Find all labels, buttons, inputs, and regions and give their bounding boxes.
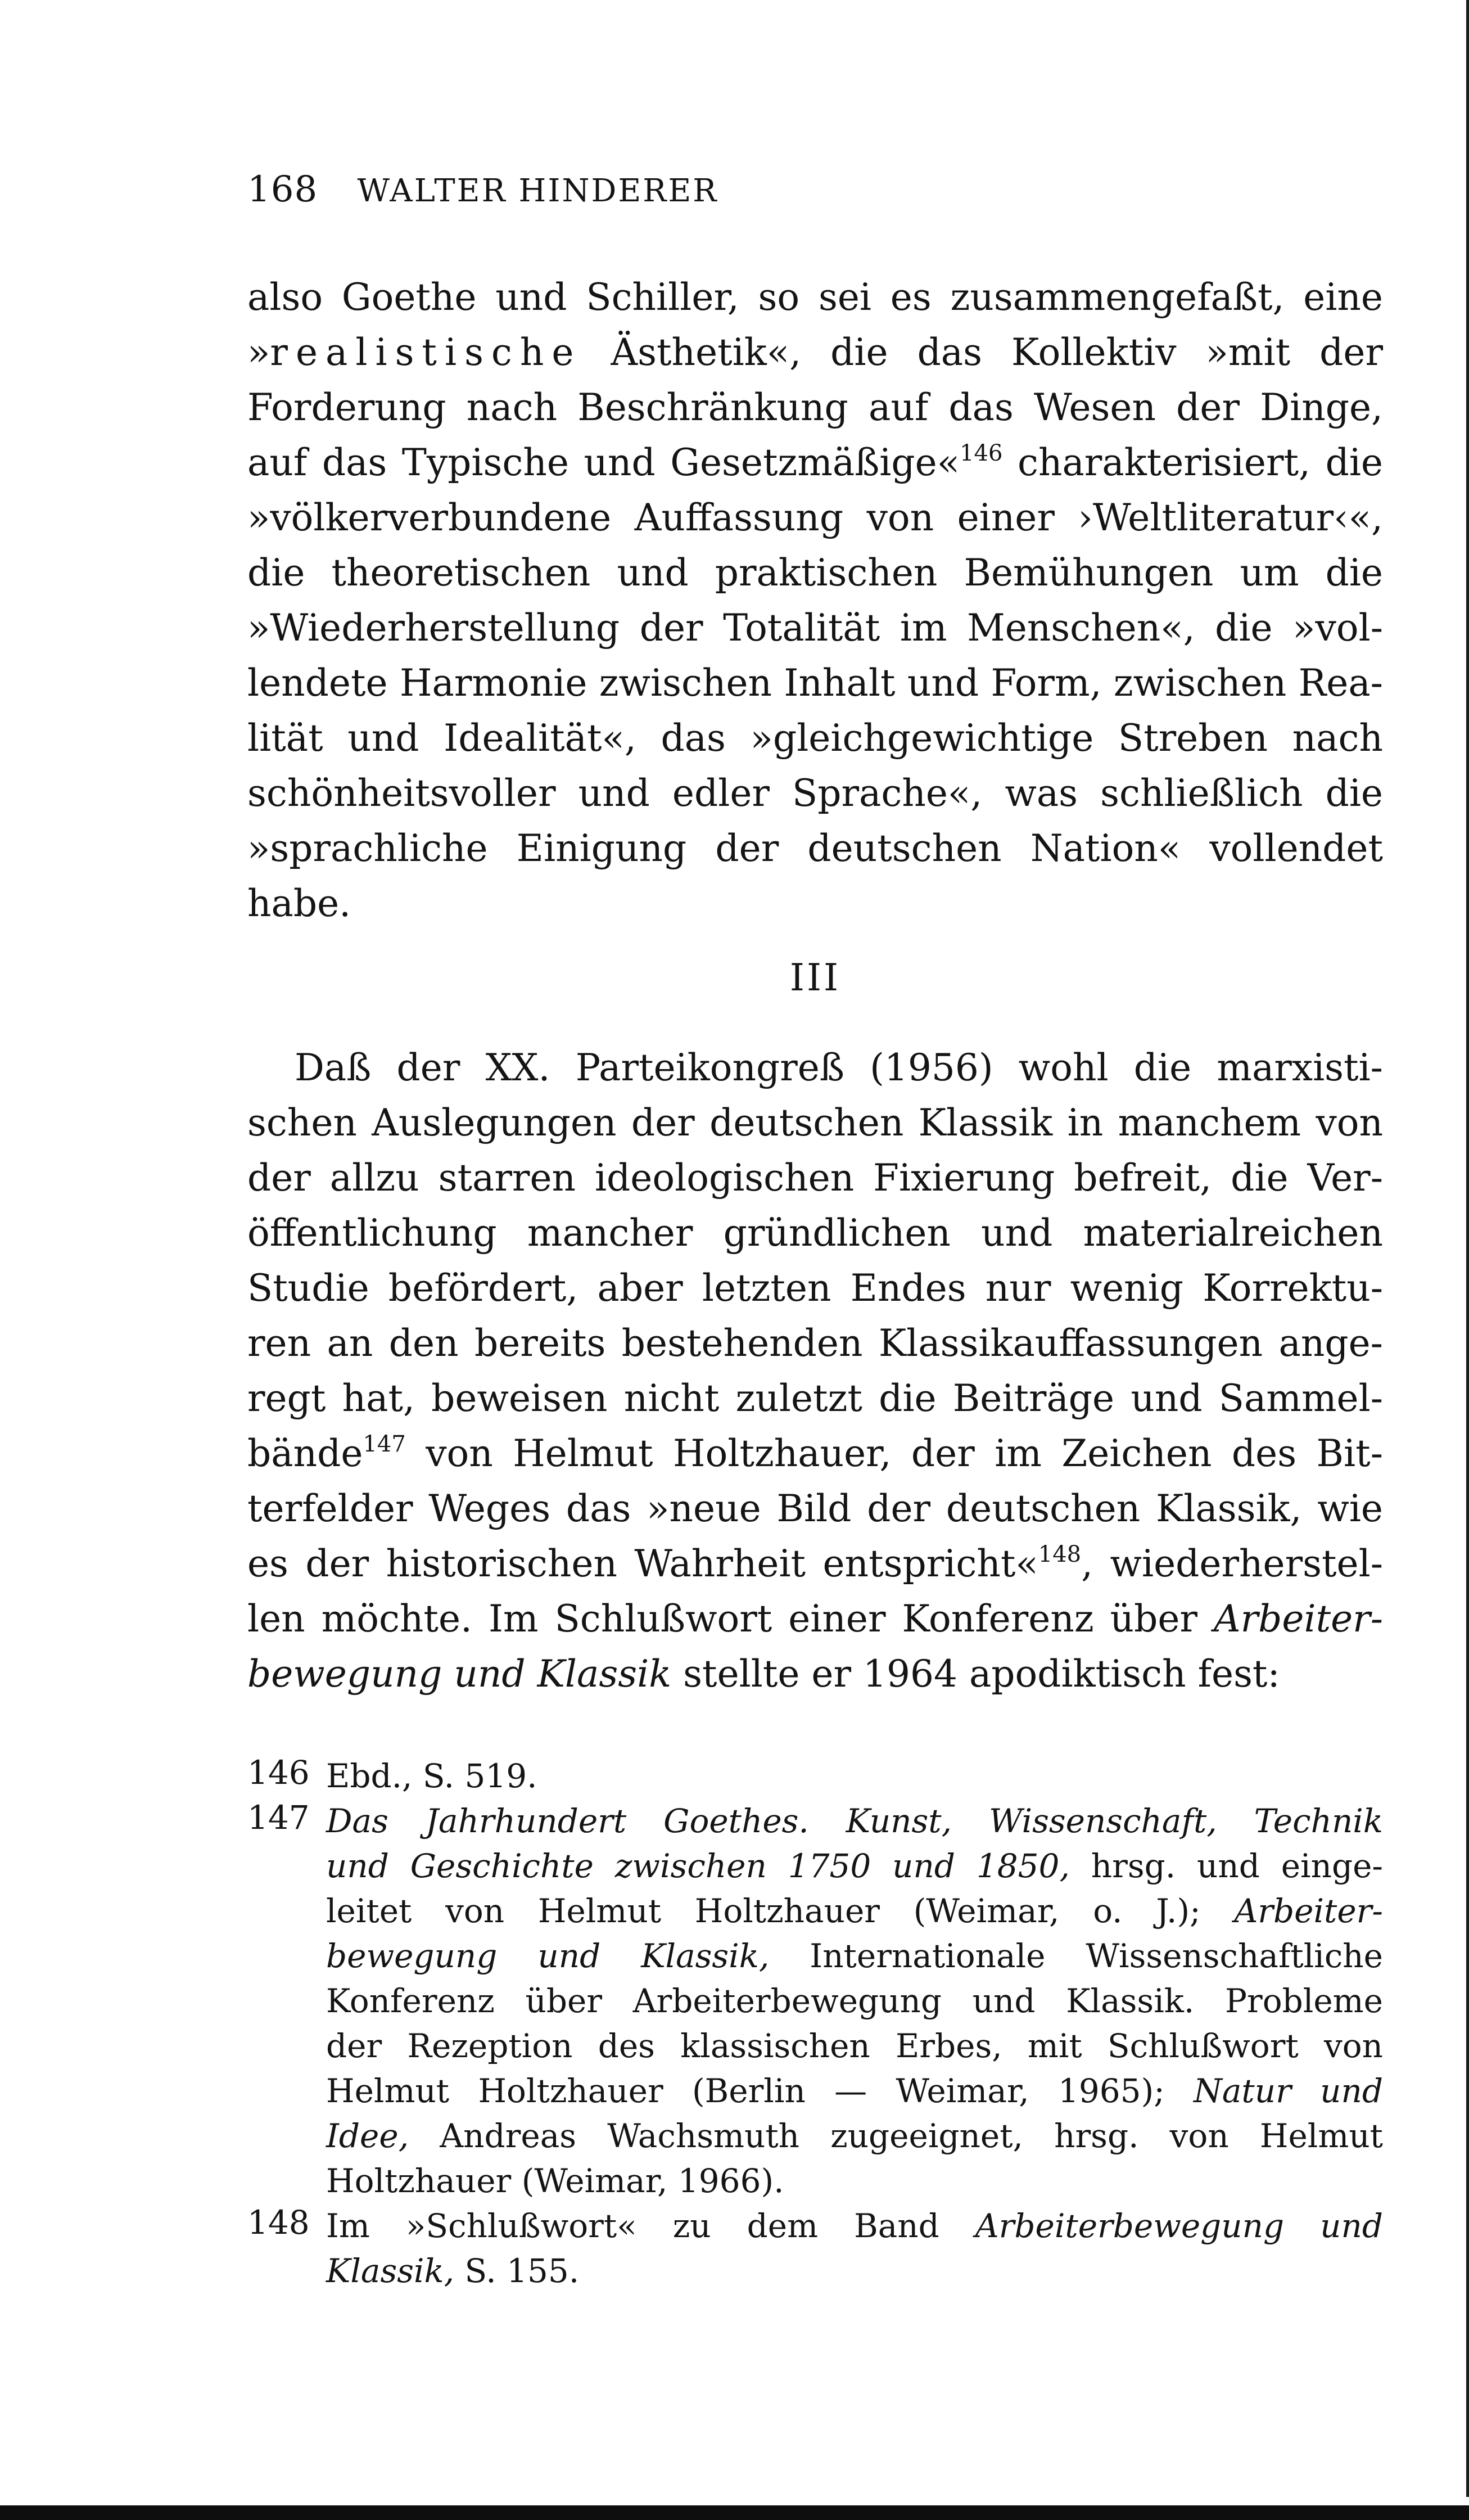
text-line: lendete Harmonie zwischen Inhalt und Form, zwischen Rea- <box>247 661 1383 705</box>
footnote-line <box>326 2113 1383 2158</box>
text-segment: , wiederherstel- <box>1081 1542 1384 1585</box>
footnote-line: Holtzhauer (Weimar, 1966). <box>326 2162 784 2200</box>
spaced-term: realistische <box>270 331 582 374</box>
text-line: »völkerverbundene Auffassung von einer ›Weltliteratur‹«, <box>247 496 1383 539</box>
text-segment: len möchte. Im Schlußwort einer Konferenz über <box>247 1597 1214 1640</box>
italic-title: Natur und <box>1194 2072 1383 2110</box>
footnote-line: Konferenz über Arbeiterbewegung und Klassik. Probleme <box>326 1982 1383 2020</box>
footnote-line: der Rezeption des klassischen Erbes, mit Schlußwort von <box>326 2027 1383 2065</box>
text-line: Studie befördert, aber letzten Endes nur wenig Korrektu- <box>247 1266 1383 1310</box>
text-line <box>247 1426 1383 1481</box>
text-segment: stellte er 1964 apodiktisch fest: <box>671 1652 1280 1696</box>
text-line: Forderung nach Beschränkung auf das Wesen der Dinge, <box>247 386 1383 429</box>
footnote-number: 148 <box>247 2203 310 2242</box>
italic-title: und Geschichte zwischen 1750 und 1850, <box>326 1847 1070 1885</box>
text-line <box>247 325 1383 380</box>
text-line: »sprachliche Einigung der deutschen Nation« vollendet <box>247 827 1383 870</box>
italic-title: bewegung und Klassik, <box>326 1937 770 1975</box>
footnote-ref-146[interactable]: 146 <box>960 440 1003 466</box>
page-number: 168 <box>247 169 318 210</box>
footnote-line <box>326 2248 1383 2293</box>
footnote-line <box>326 1798 1383 1843</box>
text-line: terfelder Weges das »neue Bild der deutschen Klassik, wie <box>247 1487 1383 1530</box>
italic-title: bewegung und Klassik <box>247 1652 672 1696</box>
footnote-line: Ebd., S. 519. <box>326 1757 537 1795</box>
paragraph-2 <box>247 1040 1383 1702</box>
scan-edge-bottom <box>0 2505 1469 2520</box>
text-segment: Helmut Holtzhauer (Berlin — Weimar, 1965); <box>326 2072 1194 2110</box>
text-line: ren an den bereits bestehenden Klassikauffassungen ange- <box>247 1322 1383 1365</box>
footnote-number: 147 <box>247 1798 310 1837</box>
footnote-147 <box>247 1798 1383 2203</box>
text-line: der allzu starren ideologischen Fixierung befreit, die Ver- <box>247 1156 1383 1200</box>
footnote-line <box>326 1888 1383 1933</box>
section-heading: III <box>789 956 841 999</box>
text-segment: Internationale Wissenschaftliche <box>769 1937 1383 1975</box>
text-line: die theoretischen und praktischen Bemühungen um die <box>247 551 1383 594</box>
text-line: also Goethe und Schiller, so sei es zusammengefaßt, eine <box>247 276 1383 319</box>
text-line <box>247 1647 1383 1702</box>
footnote-ref-147[interactable]: 147 <box>363 1431 406 1457</box>
footnotes <box>247 1753 1383 2293</box>
italic-title: Das Jahrhundert Goethes. Kunst, Wissenschaft, Technik <box>326 1802 1383 1840</box>
text-segment: hrsg. und einge- <box>1069 1847 1383 1885</box>
text-line: regt hat, beweisen nicht zuletzt die Beiträge und Sammel- <box>247 1377 1383 1420</box>
text-segment: bände <box>247 1432 363 1475</box>
footnote-line <box>326 2068 1383 2113</box>
italic-title: Arbeiter- <box>1213 1597 1383 1640</box>
text-segment: Ästhetik«, die das Kollektiv »mit der <box>611 331 1384 374</box>
text-segment: charakterisiert, die <box>1002 441 1383 484</box>
text-segment: Im »Schlußwort« zu dem Band <box>326 2207 975 2245</box>
footnote-148 <box>247 2203 1383 2293</box>
italic-title: Arbeiterbewegung und <box>975 2207 1383 2245</box>
text-line: »Wiederherstellung der Totalität im Menschen«, die »vol- <box>247 606 1383 650</box>
running-head <box>247 169 718 210</box>
scan-edge-right <box>1466 0 1469 2497</box>
text-line: schönheitsvoller und edler Sprache«, was schließlich die <box>247 772 1383 815</box>
running-head-author: WALTER HINDERER <box>357 173 718 209</box>
text-segment: es der historischen Wahrheit entspricht« <box>247 1542 1038 1585</box>
text-line: habe. <box>247 882 351 925</box>
text-line: öffentlichung mancher gründlichen und materialreichen <box>247 1211 1383 1255</box>
text-line <box>247 435 1383 490</box>
footnote-line <box>326 1843 1383 1888</box>
italic-title: Idee, <box>326 2117 409 2155</box>
text-segment: leitet von Helmut Holtzhauer (Weimar, o. J.); <box>326 1892 1235 1930</box>
text-line: schen Auslegungen der deutschen Klassik in manchem von <box>247 1101 1383 1144</box>
text-segment: S. 155. <box>454 2252 580 2290</box>
footnote-line <box>326 2203 1383 2248</box>
text-segment: Andreas Wachsmuth zugeeignet, hrsg. von Helmut <box>409 2117 1383 2155</box>
footnote-line <box>326 1933 1383 1978</box>
text-segment: auf das Typische und Gesetzmäßige« <box>247 441 960 484</box>
footnote-146 <box>247 1753 1383 1798</box>
italic-title: Klassik, <box>326 2252 455 2290</box>
footnote-number: 146 <box>247 1753 310 1792</box>
text-line <box>247 1536 1383 1592</box>
text-segment: von Helmut Holtzhauer, der im Zeichen des Bit- <box>405 1432 1383 1475</box>
text-line: lität und Idealität«, das »gleichgewichtige Streben nach <box>247 716 1383 760</box>
footnote-ref-148[interactable]: 148 <box>1038 1541 1082 1567</box>
quote-mark: » <box>247 331 270 374</box>
text-line: Daß der XX. Parteikongreß (1956) wohl die marxisti- <box>295 1046 1383 1089</box>
text-line <box>247 1592 1383 1647</box>
italic-title: Arbeiter- <box>1234 1892 1383 1930</box>
paragraph-1 <box>247 270 1383 931</box>
